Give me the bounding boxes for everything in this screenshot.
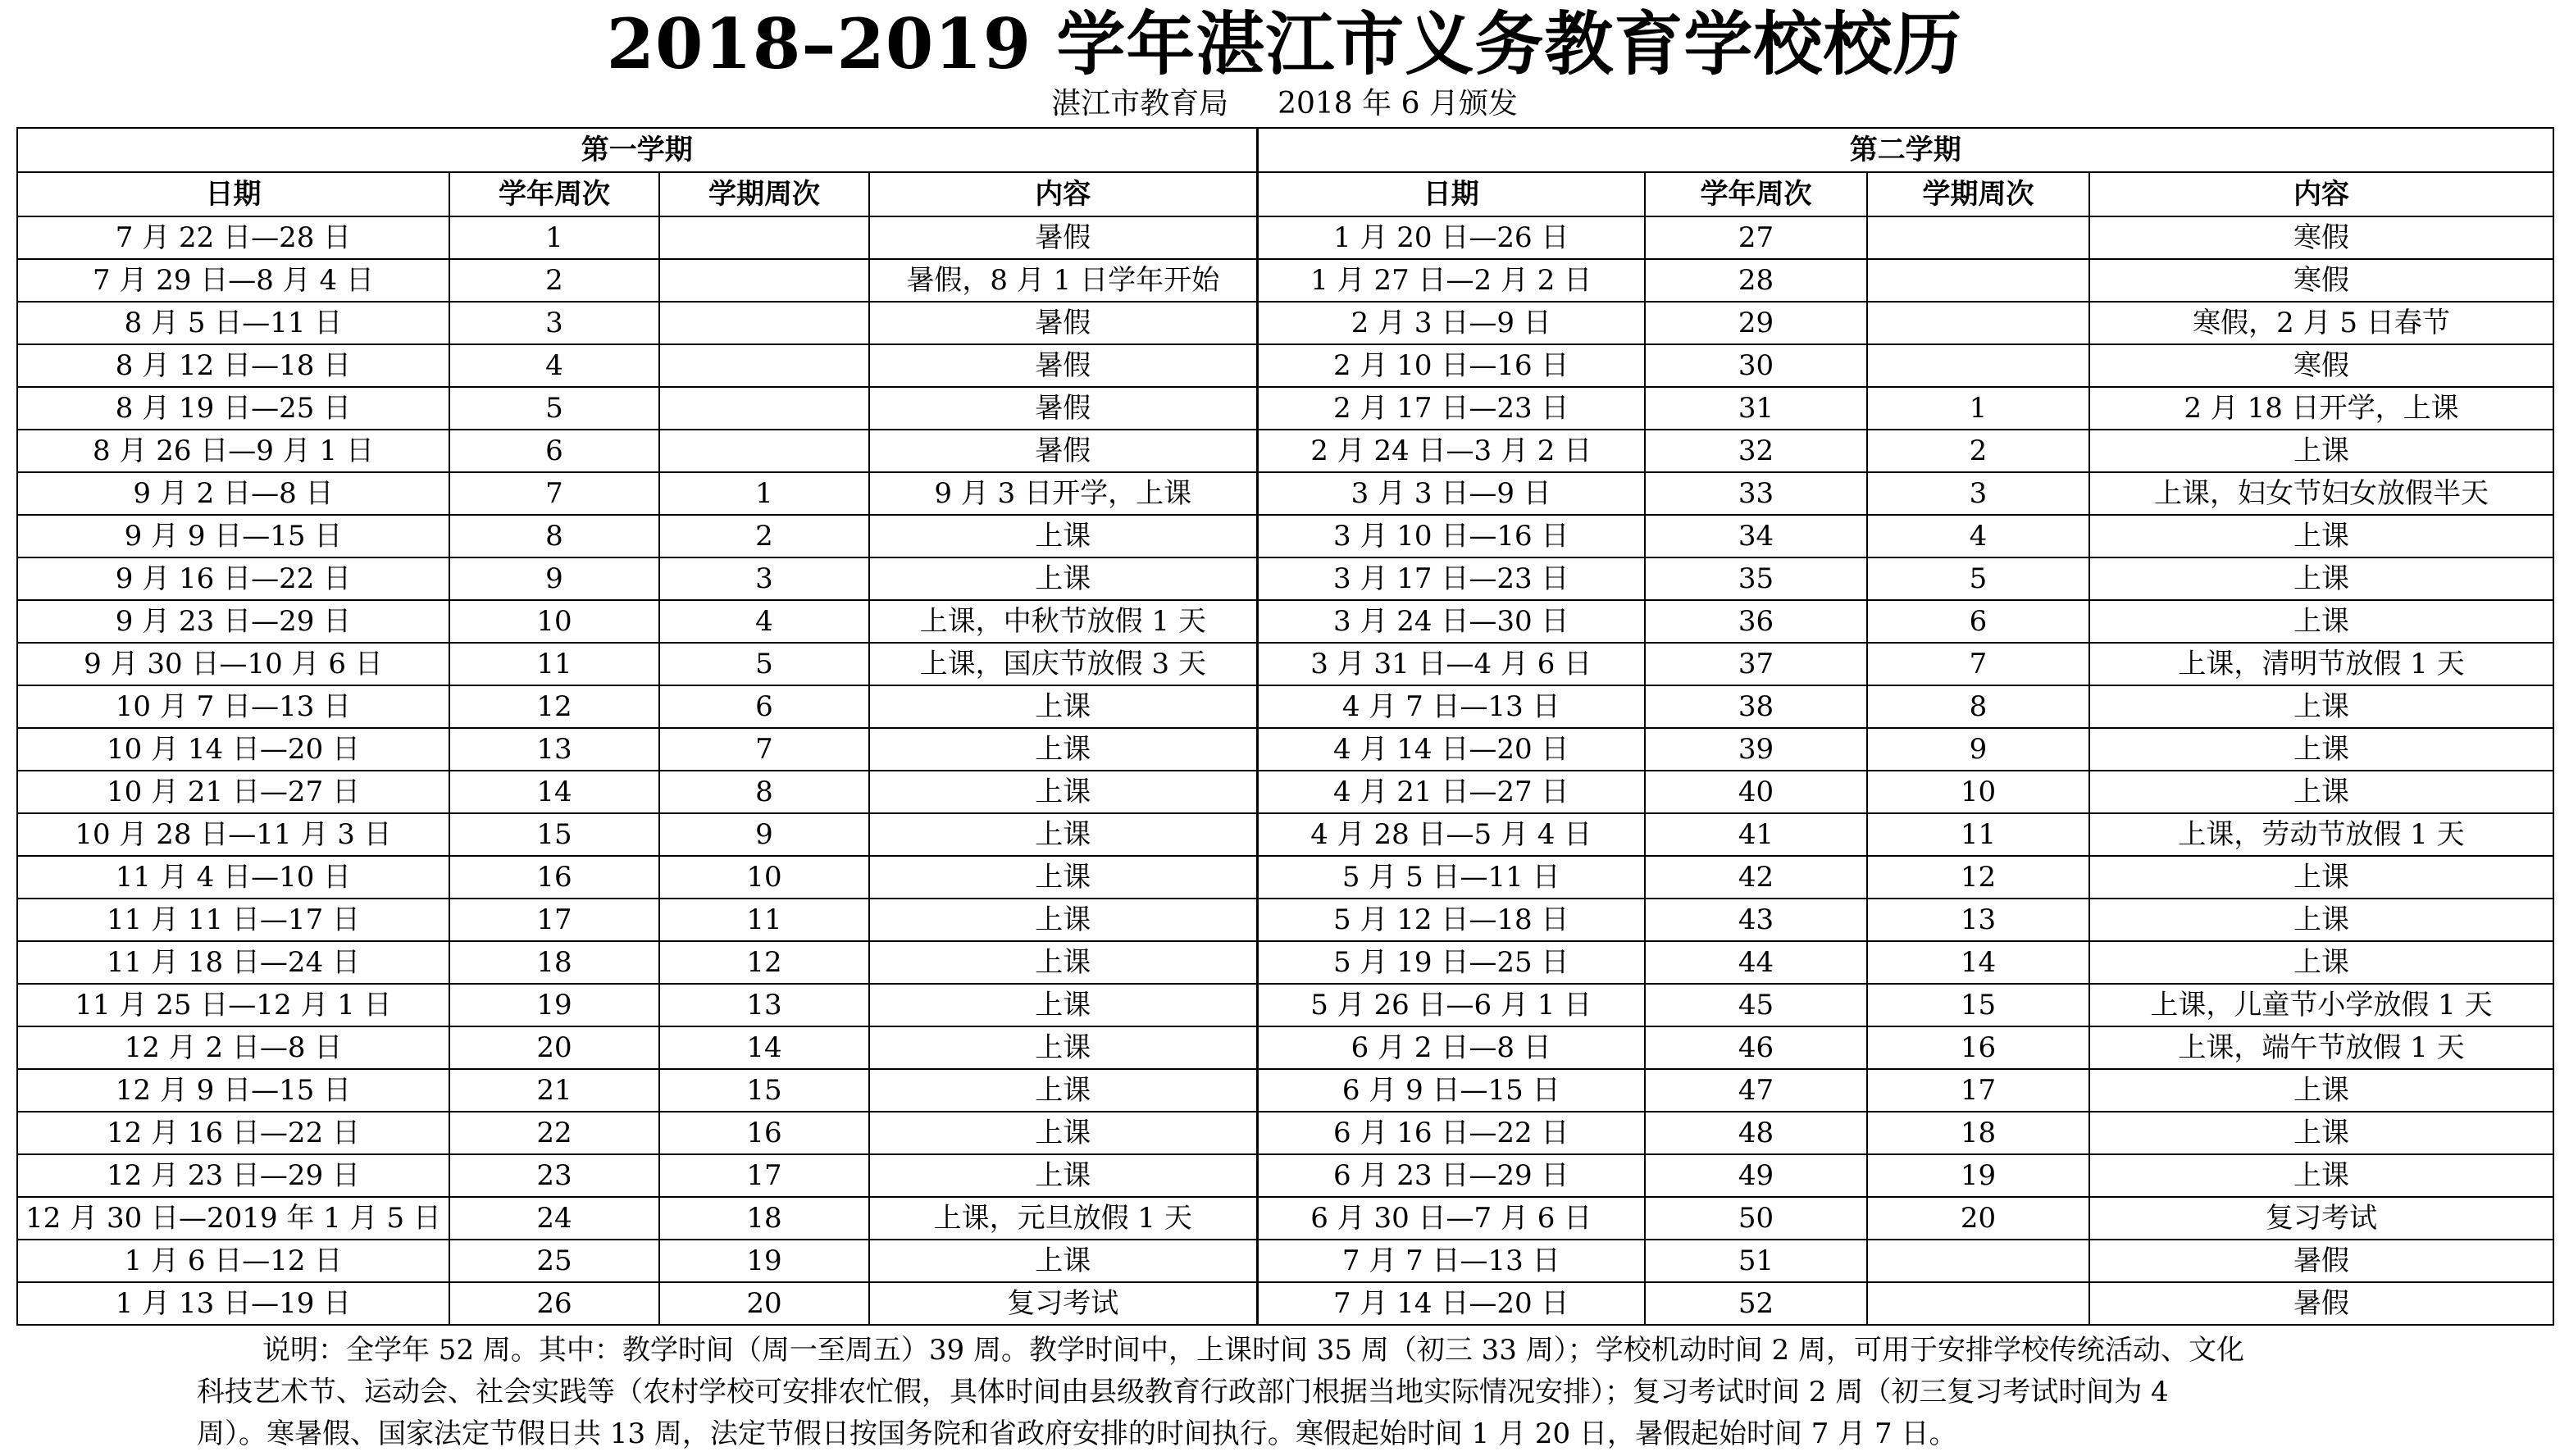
semester-1-term-week-cell: 7 <box>659 728 869 771</box>
semester-1-term-week-cell: 9 <box>659 813 869 856</box>
semester-1-term-week-cell <box>659 302 869 344</box>
table-row <box>17 856 2553 899</box>
semester-2-content-cell: 上课 <box>2089 899 2553 941</box>
semester-1-term-week-cell: 11 <box>659 899 869 941</box>
semester-2-date-cell: 3 月 3 日—9 日 <box>1257 472 1645 515</box>
semester-1-content-cell: 上课 <box>869 728 1257 771</box>
semester-1-term-week-cell: 15 <box>659 1069 869 1112</box>
notes <box>197 1330 2444 1455</box>
table-row <box>17 1112 2553 1154</box>
semester-1-term-week-cell: 6 <box>659 685 869 728</box>
page-title: 2018–2019 学年湛江市义务教育学校校历 <box>606 3 1963 84</box>
semester-1-year-week-cell: 4 <box>449 344 659 387</box>
semester-2-date-cell: 7 月 14 日—20 日 <box>1257 1282 1645 1325</box>
semester-2-year-week-cell: 28 <box>1645 259 1867 302</box>
semester-1-content-cell: 9 月 3 日开学，上课 <box>869 472 1257 515</box>
semester-2-term-week-cell: 13 <box>1867 899 2089 941</box>
semester-2-date-cell: 2 月 17 日—23 日 <box>1257 387 1645 430</box>
semester-1-content-cell: 上课 <box>869 813 1257 856</box>
semester-1-content-cell: 上课，中秋节放假 1 天 <box>869 600 1257 643</box>
table-row <box>17 430 2553 472</box>
semester-1-content-cell: 复习考试 <box>869 1282 1257 1325</box>
semester-2-date-cell: 4 月 28 日—5 月 4 日 <box>1257 813 1645 856</box>
col-header-content: 内容 <box>2089 172 2553 216</box>
semester-1-content-cell: 上课，国庆节放假 3 天 <box>869 643 1257 685</box>
semester-1-year-week-cell: 12 <box>449 685 659 728</box>
semester-1-year-week-cell: 26 <box>449 1282 659 1325</box>
table-row <box>17 259 2553 302</box>
semester-2-term-week-cell <box>1867 344 2089 387</box>
semester-2-content-cell: 上课，端午节放假 1 天 <box>2089 1026 2553 1069</box>
semester-1-content-cell: 暑假 <box>869 387 1257 430</box>
issuer-line <box>0 85 2569 123</box>
semester-1-year-week-cell: 25 <box>449 1240 659 1282</box>
table-row <box>17 472 2553 515</box>
semester-1-content-cell: 上课 <box>869 1026 1257 1069</box>
col-header-year-week: 学年周次 <box>449 172 659 216</box>
semester-1-term-week-cell: 10 <box>659 856 869 899</box>
semester-2-date-cell: 5 月 19 日—25 日 <box>1257 941 1645 984</box>
semester-1-content-cell: 上课 <box>869 941 1257 984</box>
semester-2-year-week-cell: 33 <box>1645 472 1867 515</box>
semester-1-term-week-cell: 16 <box>659 1112 869 1154</box>
semester-2-year-week-cell: 37 <box>1645 643 1867 685</box>
semester-2-year-week-cell: 29 <box>1645 302 1867 344</box>
semester-1-content-cell: 上课 <box>869 685 1257 728</box>
semester-2-term-week-cell: 12 <box>1867 856 2089 899</box>
semester-2-date-cell: 3 月 17 日—23 日 <box>1257 557 1645 600</box>
semester-1-year-week-cell: 16 <box>449 856 659 899</box>
semester-1-date-cell: 1 月 6 日—12 日 <box>17 1240 449 1282</box>
semester-1-term-week-cell: 12 <box>659 941 869 984</box>
semester-2-date-cell: 5 月 12 日—18 日 <box>1257 899 1645 941</box>
semester-1-content-cell: 暑假 <box>869 302 1257 344</box>
semester-2-year-week-cell: 40 <box>1645 771 1867 813</box>
semester-2-content-cell: 上课 <box>2089 1069 2553 1112</box>
semester-2-date-cell: 1 月 20 日—26 日 <box>1257 216 1645 259</box>
semester-2-year-week-cell: 34 <box>1645 515 1867 557</box>
issue-date: 2018 年 6 月颁发 <box>1278 87 1518 121</box>
semester-1-year-week-cell: 21 <box>449 1069 659 1112</box>
semester-2-year-week-cell: 38 <box>1645 685 1867 728</box>
semester-1-term-week-cell: 20 <box>659 1282 869 1325</box>
semester-2-term-week-cell <box>1867 259 2089 302</box>
semester-2-header: 第二学期 <box>1257 128 2553 172</box>
table-row <box>17 1282 2553 1325</box>
semester-1-term-week-cell <box>659 259 869 302</box>
semester-1-content-cell: 上课 <box>869 899 1257 941</box>
semester-1-year-week-cell: 14 <box>449 771 659 813</box>
semester-2-date-cell: 6 月 9 日—15 日 <box>1257 1069 1645 1112</box>
semester-2-content-cell: 上课 <box>2089 685 2553 728</box>
table-row <box>17 899 2553 941</box>
semester-2-content-cell: 寒假，2 月 5 日春节 <box>2089 302 2553 344</box>
semester-2-date-cell: 4 月 21 日—27 日 <box>1257 771 1645 813</box>
semester-2-date-cell: 2 月 3 日—9 日 <box>1257 302 1645 344</box>
table-row <box>17 771 2553 813</box>
semester-2-year-week-cell: 35 <box>1645 557 1867 600</box>
semester-2-term-week-cell: 2 <box>1867 430 2089 472</box>
semester-2-year-week-cell: 39 <box>1645 728 1867 771</box>
semester-2-content-cell: 上课 <box>2089 856 2553 899</box>
col-header-content: 内容 <box>869 172 1257 216</box>
col-header-year-week: 学年周次 <box>1645 172 1867 216</box>
semester-1-year-week-cell: 17 <box>449 899 659 941</box>
semester-1-year-week-cell: 5 <box>449 387 659 430</box>
semester-2-date-cell: 1 月 27 日—2 月 2 日 <box>1257 259 1645 302</box>
semester-2-date-cell: 3 月 10 日—16 日 <box>1257 515 1645 557</box>
semester-2-date-cell: 3 月 31 日—4 月 6 日 <box>1257 643 1645 685</box>
semester-2-content-cell: 2 月 18 日开学，上课 <box>2089 387 2553 430</box>
semester-1-year-week-cell: 2 <box>449 259 659 302</box>
semester-1-date-cell: 1 月 13 日—19 日 <box>17 1282 449 1325</box>
table-row <box>17 216 2553 259</box>
semester-2-term-week-cell <box>1867 216 2089 259</box>
semester-2-year-week-cell: 41 <box>1645 813 1867 856</box>
semester-1-term-week-cell: 3 <box>659 557 869 600</box>
semester-1-year-week-cell: 1 <box>449 216 659 259</box>
semester-2-content-cell: 上课 <box>2089 941 2553 984</box>
semester-2-content-cell: 寒假 <box>2089 344 2553 387</box>
semester-1-term-week-cell: 13 <box>659 984 869 1026</box>
table-row <box>17 984 2553 1026</box>
semester-2-term-week-cell: 6 <box>1867 600 2089 643</box>
semester-1-content-cell: 上课 <box>869 1069 1257 1112</box>
semester-1-date-cell: 7 月 22 日—28 日 <box>17 216 449 259</box>
semester-1-year-week-cell: 20 <box>449 1026 659 1069</box>
table-row <box>17 1026 2553 1069</box>
semester-2-term-week-cell <box>1867 1240 2089 1282</box>
semester-1-year-week-cell: 6 <box>449 430 659 472</box>
semester-1-header: 第一学期 <box>17 128 1257 172</box>
semester-2-term-week-cell: 5 <box>1867 557 2089 600</box>
semester-1-year-week-cell: 24 <box>449 1197 659 1240</box>
semester-2-content-cell: 上课 <box>2089 515 2553 557</box>
semester-1-content-cell: 上课，元旦放假 1 天 <box>869 1197 1257 1240</box>
semester-2-term-week-cell: 10 <box>1867 771 2089 813</box>
semester-2-date-cell: 5 月 26 日—6 月 1 日 <box>1257 984 1645 1026</box>
semester-2-content-cell: 上课 <box>2089 771 2553 813</box>
col-header-term-week: 学期周次 <box>1867 172 2089 216</box>
semester-1-date-cell: 11 月 11 日—17 日 <box>17 899 449 941</box>
semester-2-year-week-cell: 47 <box>1645 1069 1867 1112</box>
semester-1-date-cell: 12 月 30 日—2019 年 1 月 5 日 <box>17 1197 449 1240</box>
semester-2-date-cell: 6 月 2 日—8 日 <box>1257 1026 1645 1069</box>
semester-2-term-week-cell: 14 <box>1867 941 2089 984</box>
note-line: 说明：全学年 52 周。其中：教学时间（周一至周五）39 周。教学时间中，上课时间 35 周（初三 33 周）；学校机动时间 2 周，可用于安排学校传统活动、文化 <box>262 1334 2244 1367</box>
semester-1-date-cell: 11 月 25 日—12 月 1 日 <box>17 984 449 1026</box>
semester-2-term-week-cell: 9 <box>1867 728 2089 771</box>
semester-2-date-cell: 4 月 7 日—13 日 <box>1257 685 1645 728</box>
semester-2-term-week-cell: 19 <box>1867 1154 2089 1197</box>
semester-1-content-cell: 上课 <box>869 856 1257 899</box>
semester-1-term-week-cell: 19 <box>659 1240 869 1282</box>
semester-2-content-cell: 寒假 <box>2089 216 2553 259</box>
col-header-term-week: 学期周次 <box>659 172 869 216</box>
semester-1-date-cell: 8 月 26 日—9 月 1 日 <box>17 430 449 472</box>
semester-2-term-week-cell: 16 <box>1867 1026 2089 1069</box>
semester-1-term-week-cell <box>659 344 869 387</box>
table-row <box>17 1154 2553 1197</box>
semester-1-date-cell: 12 月 16 日—22 日 <box>17 1112 449 1154</box>
semester-2-content-cell: 上课 <box>2089 557 2553 600</box>
semester-2-term-week-cell: 15 <box>1867 984 2089 1026</box>
semester-1-content-cell: 暑假，8 月 1 日学年开始 <box>869 259 1257 302</box>
semester-2-content-cell: 寒假 <box>2089 259 2553 302</box>
semester-2-year-week-cell: 49 <box>1645 1154 1867 1197</box>
semester-2-date-cell: 3 月 24 日—30 日 <box>1257 600 1645 643</box>
semester-2-term-week-cell: 17 <box>1867 1069 2089 1112</box>
note-line: 科技艺术节、运动会、社会实践等（农村学校可安排农忙假，具体时间由县级教育行政部门根据当地实际情况安排）；复习考试时间 2 周（初三复习考试时间为 4 <box>197 1376 2169 1408</box>
semester-1-year-week-cell: 11 <box>449 643 659 685</box>
semester-2-date-cell: 6 月 30 日—7 月 6 日 <box>1257 1197 1645 1240</box>
semester-1-term-week-cell <box>659 216 869 259</box>
semester-1-year-week-cell: 13 <box>449 728 659 771</box>
semester-1-year-week-cell: 8 <box>449 515 659 557</box>
semester-2-content-cell: 上课 <box>2089 430 2553 472</box>
semester-1-term-week-cell: 17 <box>659 1154 869 1197</box>
table-row <box>17 813 2553 856</box>
semester-1-year-week-cell: 7 <box>449 472 659 515</box>
semester-1-date-cell: 7 月 29 日—8 月 4 日 <box>17 259 449 302</box>
semester-2-date-cell: 7 月 7 日—13 日 <box>1257 1240 1645 1282</box>
semester-1-year-week-cell: 23 <box>449 1154 659 1197</box>
semester-1-date-cell: 9 月 2 日—8 日 <box>17 472 449 515</box>
semester-1-year-week-cell: 18 <box>449 941 659 984</box>
semester-1-year-week-cell: 3 <box>449 302 659 344</box>
semester-2-year-week-cell: 31 <box>1645 387 1867 430</box>
semester-1-date-cell: 12 月 23 日—29 日 <box>17 1154 449 1197</box>
semester-1-term-week-cell <box>659 387 869 430</box>
semester-1-date-cell: 12 月 2 日—8 日 <box>17 1026 449 1069</box>
semester-1-date-cell: 10 月 7 日—13 日 <box>17 685 449 728</box>
semester-2-year-week-cell: 52 <box>1645 1282 1867 1325</box>
semester-1-content-cell: 上课 <box>869 515 1257 557</box>
semester-2-date-cell: 5 月 5 日—11 日 <box>1257 856 1645 899</box>
semester-1-content-cell: 上课 <box>869 557 1257 600</box>
semester-1-term-week-cell: 8 <box>659 771 869 813</box>
semester-2-term-week-cell: 20 <box>1867 1197 2089 1240</box>
semester-2-year-week-cell: 50 <box>1645 1197 1867 1240</box>
semester-2-year-week-cell: 51 <box>1645 1240 1867 1282</box>
semester-1-term-week-cell: 1 <box>659 472 869 515</box>
semester-2-date-cell: 2 月 10 日—16 日 <box>1257 344 1645 387</box>
school-calendar-table <box>16 127 2554 1326</box>
semester-1-date-cell: 10 月 28 日—11 月 3 日 <box>17 813 449 856</box>
semester-header-row <box>17 128 2553 172</box>
calendar-body <box>17 216 2553 1325</box>
semester-2-content-cell: 上课 <box>2089 600 2553 643</box>
semester-1-content-cell: 上课 <box>869 984 1257 1026</box>
semester-1-content-cell: 暑假 <box>869 430 1257 472</box>
table-row <box>17 387 2553 430</box>
table-row <box>17 728 2553 771</box>
semester-2-year-week-cell: 46 <box>1645 1026 1867 1069</box>
semester-1-date-cell: 9 月 16 日—22 日 <box>17 557 449 600</box>
semester-1-term-week-cell: 14 <box>659 1026 869 1069</box>
semester-1-date-cell: 8 月 5 日—11 日 <box>17 302 449 344</box>
semester-2-content-cell: 上课，妇女节妇女放假半天 <box>2089 472 2553 515</box>
semester-2-year-week-cell: 48 <box>1645 1112 1867 1154</box>
semester-2-term-week-cell: 18 <box>1867 1112 2089 1154</box>
table-row <box>17 344 2553 387</box>
semester-2-date-cell: 6 月 23 日—29 日 <box>1257 1154 1645 1197</box>
col-header-date: 日期 <box>17 172 449 216</box>
semester-1-date-cell: 9 月 30 日—10 月 6 日 <box>17 643 449 685</box>
semester-2-term-week-cell: 1 <box>1867 387 2089 430</box>
semester-1-date-cell: 8 月 12 日—18 日 <box>17 344 449 387</box>
semester-1-term-week-cell: 18 <box>659 1197 869 1240</box>
semester-1-date-cell: 11 月 4 日—10 日 <box>17 856 449 899</box>
semester-1-year-week-cell: 22 <box>449 1112 659 1154</box>
semester-2-content-cell: 上课，劳动节放假 1 天 <box>2089 813 2553 856</box>
table-row <box>17 685 2553 728</box>
semester-1-date-cell: 11 月 18 日—24 日 <box>17 941 449 984</box>
semester-2-term-week-cell <box>1867 302 2089 344</box>
table-row <box>17 1069 2553 1112</box>
semester-2-year-week-cell: 42 <box>1645 856 1867 899</box>
semester-1-content-cell: 暑假 <box>869 216 1257 259</box>
semester-1-date-cell: 9 月 23 日—29 日 <box>17 600 449 643</box>
semester-2-content-cell: 上课 <box>2089 1112 2553 1154</box>
semester-1-date-cell: 10 月 14 日—20 日 <box>17 728 449 771</box>
table-row <box>17 515 2553 557</box>
semester-2-year-week-cell: 32 <box>1645 430 1867 472</box>
semester-2-date-cell: 2 月 24 日—3 月 2 日 <box>1257 430 1645 472</box>
table-row <box>17 643 2553 685</box>
semester-1-year-week-cell: 10 <box>449 600 659 643</box>
table-row <box>17 600 2553 643</box>
semester-2-term-week-cell: 11 <box>1867 813 2089 856</box>
semester-2-date-cell: 4 月 14 日—20 日 <box>1257 728 1645 771</box>
semester-2-date-cell: 6 月 16 日—22 日 <box>1257 1112 1645 1154</box>
col-header-date: 日期 <box>1257 172 1645 216</box>
semester-2-year-week-cell: 27 <box>1645 216 1867 259</box>
semester-2-content-cell: 上课，清明节放假 1 天 <box>2089 643 2553 685</box>
semester-1-content-cell: 上课 <box>869 1112 1257 1154</box>
semester-1-term-week-cell <box>659 430 869 472</box>
semester-2-content-cell: 上课 <box>2089 728 2553 771</box>
table-row <box>17 1197 2553 1240</box>
semester-2-term-week-cell: 7 <box>1867 643 2089 685</box>
semester-1-content-cell: 上课 <box>869 1240 1257 1282</box>
note-line: 周）。寒暑假、国家法定节假日共 13 周，法定节假日按国务院和省政府安排的时间执行。寒假起始时间 1 月 20 日，暑假起始时间 7 月 7 日。 <box>197 1417 1957 1450</box>
semester-2-term-week-cell: 4 <box>1867 515 2089 557</box>
semester-1-term-week-cell: 4 <box>659 600 869 643</box>
semester-1-date-cell: 8 月 19 日—25 日 <box>17 387 449 430</box>
semester-2-term-week-cell: 8 <box>1867 685 2089 728</box>
semester-1-year-week-cell: 15 <box>449 813 659 856</box>
semester-1-date-cell: 10 月 21 日—27 日 <box>17 771 449 813</box>
semester-1-content-cell: 上课 <box>869 771 1257 813</box>
semester-1-content-cell: 上课 <box>869 1154 1257 1197</box>
semester-1-date-cell: 12 月 9 日—15 日 <box>17 1069 449 1112</box>
semester-1-term-week-cell: 5 <box>659 643 869 685</box>
semester-2-year-week-cell: 30 <box>1645 344 1867 387</box>
semester-2-term-week-cell: 3 <box>1867 472 2089 515</box>
table-row <box>17 941 2553 984</box>
semester-1-year-week-cell: 9 <box>449 557 659 600</box>
semester-2-content-cell: 暑假 <box>2089 1240 2553 1282</box>
table-row <box>17 1240 2553 1282</box>
issuer: 湛江市教育局 <box>1051 87 1229 121</box>
semester-1-date-cell: 9 月 9 日—15 日 <box>17 515 449 557</box>
table-row <box>17 557 2553 600</box>
semester-1-term-week-cell: 2 <box>659 515 869 557</box>
column-header-row <box>17 172 2553 216</box>
semester-2-year-week-cell: 43 <box>1645 899 1867 941</box>
semester-2-content-cell: 上课 <box>2089 1154 2553 1197</box>
semester-2-term-week-cell <box>1867 1282 2089 1325</box>
semester-2-content-cell: 暑假 <box>2089 1282 2553 1325</box>
semester-2-content-cell: 上课，儿童节小学放假 1 天 <box>2089 984 2553 1026</box>
semester-2-year-week-cell: 44 <box>1645 941 1867 984</box>
semester-1-content-cell: 暑假 <box>869 344 1257 387</box>
semester-2-year-week-cell: 36 <box>1645 600 1867 643</box>
semester-2-content-cell: 复习考试 <box>2089 1197 2553 1240</box>
table-row <box>17 302 2553 344</box>
semester-2-year-week-cell: 45 <box>1645 984 1867 1026</box>
semester-1-year-week-cell: 19 <box>449 984 659 1026</box>
